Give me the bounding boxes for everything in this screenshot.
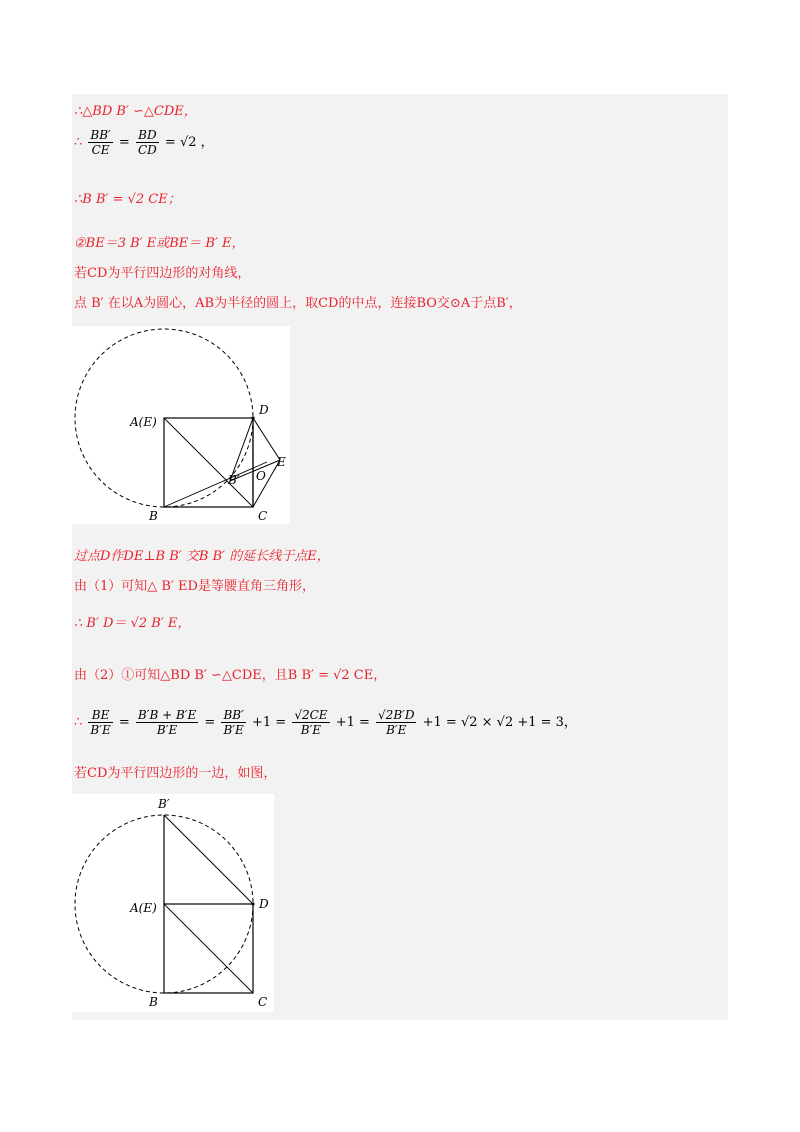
fig2-label-b-prime: B′	[158, 797, 170, 811]
line-similar-triangles: ∴△BD B′ ∽△CDE，	[74, 104, 197, 119]
figure-side-case	[72, 794, 274, 1012]
fig1-label-o: O	[256, 469, 266, 483]
fig2-label-a: A(E)	[130, 901, 157, 915]
fig1-label-a: A(E)	[130, 415, 157, 429]
therefore-symbol: ∴	[74, 135, 87, 150]
line-construct-de: 过点D作DE⊥B B′ 交B B′ 的延长线于点E，	[74, 549, 330, 564]
line-ratio: ∴ $\frac{BB'}{CE}$ = $\frac{BD}{CD}$ = √2 ，	[74, 128, 214, 157]
fig1-label-b-prime: B′	[228, 473, 240, 487]
fig2-label-c: C	[258, 995, 268, 1009]
fig1-label-c: C	[258, 509, 268, 523]
line-bd-equals: ∴ B′ D＝ √2 B′ E，	[74, 616, 191, 631]
fig1-label-e: E	[277, 455, 286, 469]
fraction-bb-ce: $\frac{BB'}{CE}$	[90, 128, 111, 157]
fraction-bd-cd: $\frac{BD}{CD}$	[137, 128, 157, 157]
figure-diagonal-case	[72, 326, 290, 524]
line-case-2: ②BE＝3 B′ E或BE＝ B′ E，	[74, 236, 245, 251]
line-diagonal-case: 若CD为平行四边形的对角线，	[74, 266, 251, 281]
line-isosceles: 由（1）可知△ B′ ED是等腰直角三角形，	[74, 579, 315, 594]
fig2-label-d: D	[259, 897, 269, 911]
fig1-label-d: D	[259, 403, 269, 417]
fig1-label-b: B	[149, 509, 158, 523]
line-bb-equals: ∴B B′ = √2 CE；	[74, 192, 181, 207]
line-ratio-computation: ∴ $\frac{BE}{B'E}$ = $\frac{B'B + B'E}{B'E}$ = $\frac{BB'}{B'E}$ +1 = $\frac{√2CE}{B'E}$ +1 = $\frac{√2B'D}{B'E}$ +1 = √2 × √2 +1 = 3，	[74, 708, 577, 737]
line-point-on-circle: 点 B′ 在以A为圆心，AB为半径的圆上，取CD的中点，连接BO交⊙A于点B′，	[74, 296, 522, 311]
line-from-part-2: 由（2）①可知△BD B′ ∽△CDE，且B B′ = √2 CE，	[74, 668, 387, 683]
fig2-label-b: B	[149, 995, 158, 1009]
line-side-case: 若CD为平行四边形的一边，如图，	[74, 766, 277, 781]
